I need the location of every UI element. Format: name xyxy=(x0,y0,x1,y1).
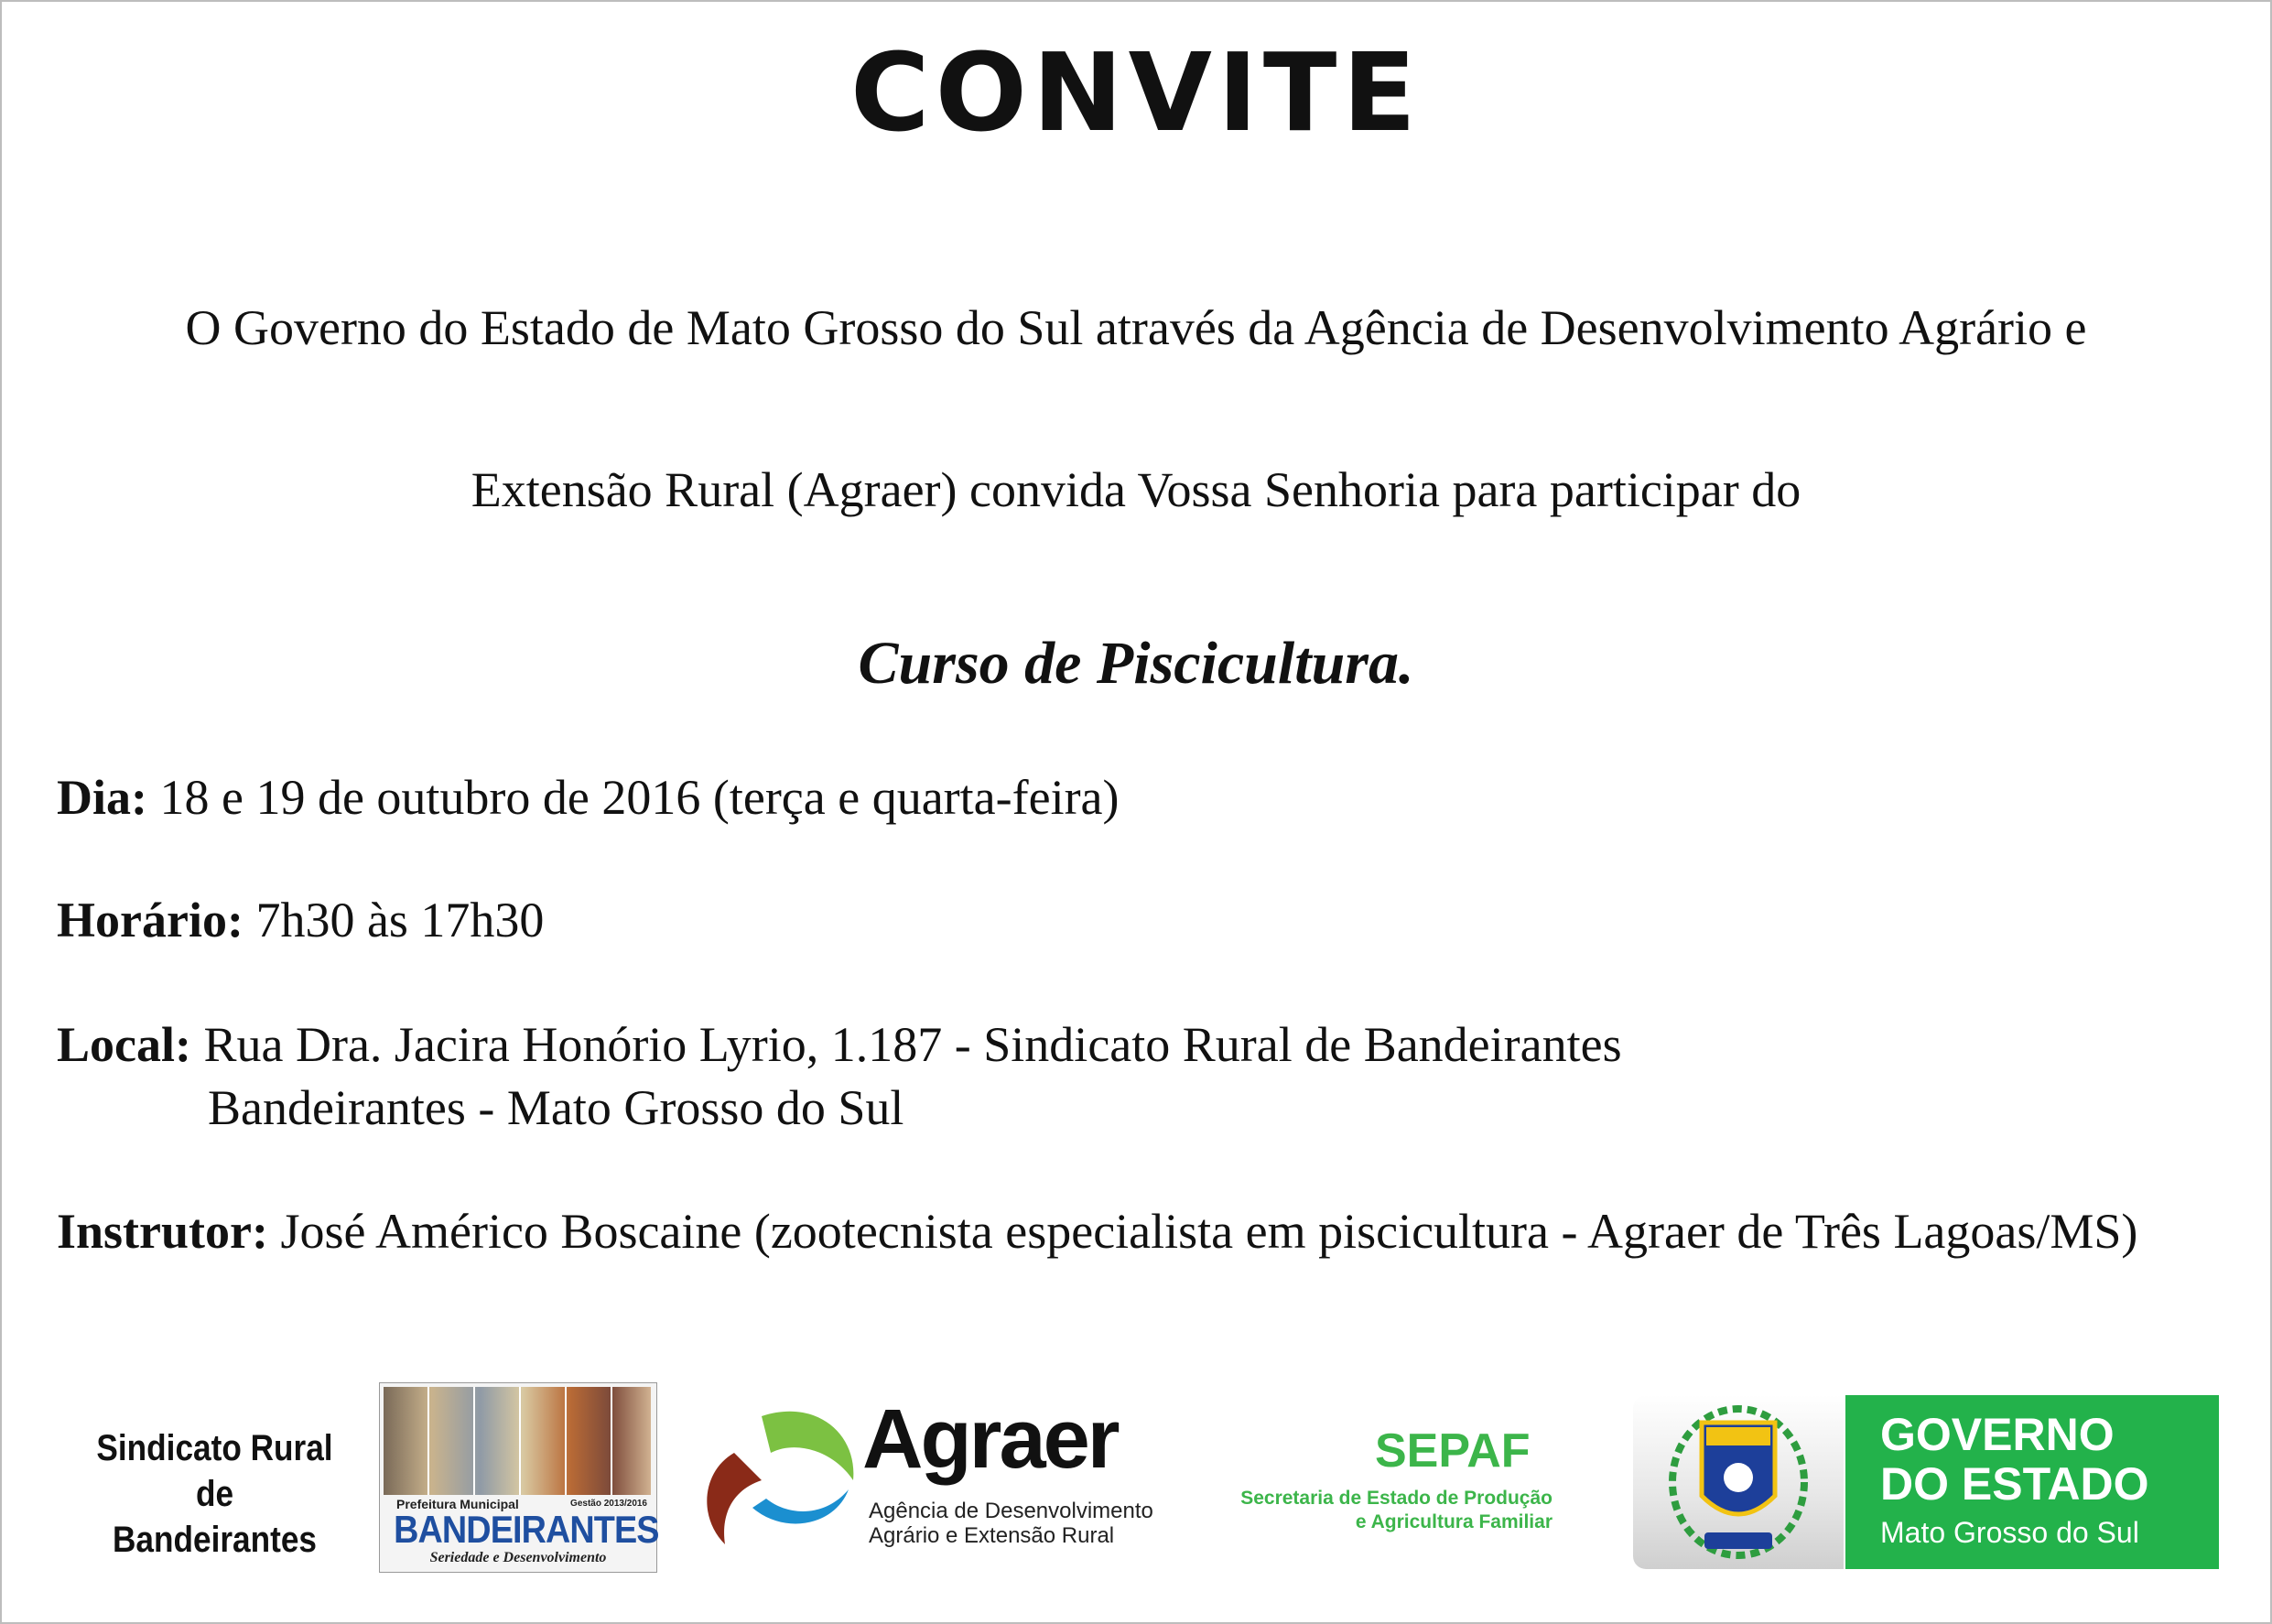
sepaf-sub-2: e Agricultura Familiar xyxy=(1355,1511,1553,1532)
detail-dia xyxy=(57,769,1120,826)
detail-instrutor xyxy=(57,1203,2137,1260)
agraer-swirl-icon xyxy=(698,1398,862,1554)
detail-dia-value: 18 e 19 de outubro de 2016 (terça e quarta-feira) xyxy=(159,770,1120,825)
agraer-sub-1: Agência de Desenvolvimento xyxy=(869,1499,1153,1523)
detail-horario xyxy=(57,892,544,948)
course-name: Curso de Piscicultura. xyxy=(858,630,1414,697)
sindicato-line-2: Bandeirantes xyxy=(112,1520,317,1560)
governo-line-3: Mato Grosso do Sul xyxy=(1880,1516,2139,1549)
detail-local-label: Local: xyxy=(57,1017,191,1072)
detail-horario-label: Horário: xyxy=(57,893,243,947)
governo-logo xyxy=(1845,1395,2219,1569)
page-title: CONVITE xyxy=(850,29,1422,156)
detail-local xyxy=(57,1016,1622,1073)
bandeirantes-name: BANDEIRANTES xyxy=(394,1508,659,1551)
photo-strip xyxy=(384,1387,651,1495)
detail-instrutor-label: Instrutor: xyxy=(57,1204,268,1259)
sindicato-line-1: Sindicato Rural de xyxy=(96,1428,333,1514)
prefeitura-label: Prefeitura Municipal xyxy=(396,1497,519,1511)
detail-local-value: Rua Dra. Jacira Honório Lyrio, 1.187 - Sindicato Rural de Bandeirantes xyxy=(203,1017,1622,1072)
agraer-name: Agraer xyxy=(862,1392,1118,1486)
detail-horario-value: 7h30 às 17h30 xyxy=(255,893,545,947)
sepaf-name: SEPAF xyxy=(1375,1424,1531,1478)
detail-local-value-2: Bandeirantes - Mato Grosso do Sul xyxy=(208,1080,904,1135)
sepaf-subtitle xyxy=(1219,1487,1553,1534)
coat-of-arms-icon xyxy=(1633,1395,1844,1569)
agraer-sub-2: Agrário e Extensão Rural xyxy=(869,1523,1115,1548)
sepaf-sub-1: Secretaria de Estado de Produção xyxy=(1240,1488,1553,1509)
governo-line-2: DO ESTADO xyxy=(1880,1458,2149,1510)
state-coat-of-arms xyxy=(1633,1395,1844,1569)
prefeitura-bandeirantes-logo xyxy=(379,1382,657,1573)
gestao-label: Gestão 2013/2016 xyxy=(570,1499,647,1509)
intro-line-1: O Governo do Estado de Mato Grosso do Sul através da Agência de Desenvolvimento Agrário e xyxy=(185,300,2087,355)
detail-dia-label: Dia: xyxy=(57,770,147,825)
bandeirantes-motto: Seriedade e Desenvolvimento xyxy=(429,1550,607,1565)
governo-line-1: GOVERNO xyxy=(1880,1409,2115,1460)
detail-instrutor-value: José Américo Boscaine (zootecnista especialista em piscicultura - Agraer de Três Lagoas/MS) xyxy=(280,1204,2138,1259)
sindicato-logo-text xyxy=(76,1425,354,1563)
intro-line-2: Extensão Rural (Agraer) convida Vossa Senhoria para participar do xyxy=(471,462,1801,517)
agraer-subtitle xyxy=(869,1499,1153,1548)
